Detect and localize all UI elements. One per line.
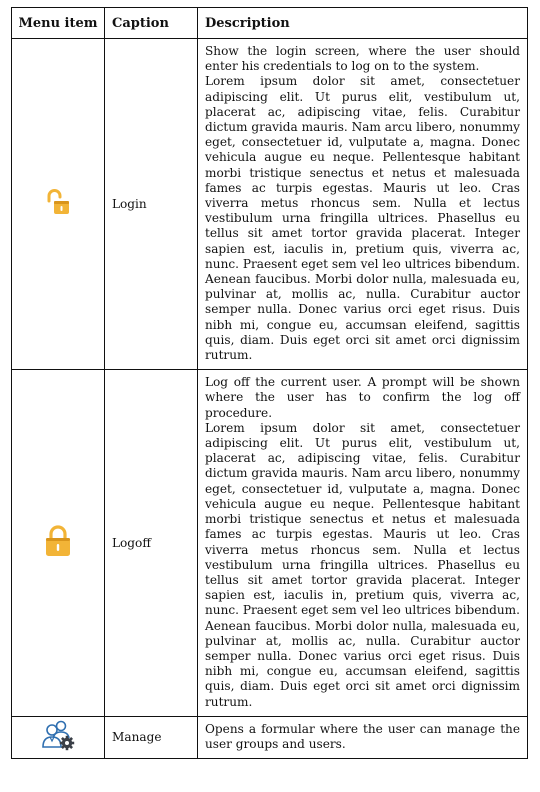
menu-item-cell	[12, 39, 105, 370]
caption-cell: Logoff	[105, 370, 198, 716]
description-intro: Opens a formular where the user can manage the user groups and users.	[205, 721, 520, 751]
unlocked-padlock-icon	[45, 188, 71, 220]
user-group-settings-icon	[41, 719, 75, 755]
caption-cell: Manage	[105, 716, 198, 758]
menu-item-cell	[12, 370, 105, 716]
description-cell	[198, 716, 528, 758]
table-header-row	[12, 8, 528, 39]
description-body: Lorem ipsum dolor sit amet, consectetuer adipiscing elit. Ut purus elit, vestibulum ut, placerat ac, adipiscing vitae, felis. Curabitur dictum gravida mauris. Nam arcu libero, nonummy eget, consectetuer id, vulputate a, magna. Donec vehicula augue eu neque. Pellentesque habitant morbi tristique senectus et netus et malesuada fames ac turpis egestas. Mauris ut leo. Cras viverra metus rhoncus sem. Nulla et lectus vestibulum urna fringilla ultrices. Phasellus eu tellus sit amet tortor gravida placerat. Integer sapien est, iaculis in, pretium quis, viverra ac, nunc. Praesent eget sem vel leo ultrices bibendum. Aenean faucibus. Morbi dolor nulla, malesuada eu, pulvinar at, mollis ac, nulla. Curabitur auctor semper nulla. Donec varius orci eget risus. Duis nibh mi, congue eu, accumsan eleifend, sagittis quis, diam. Duis eget orci sit amet orci dignissim rutrum.	[205, 420, 520, 709]
caption-header: Caption	[105, 8, 198, 39]
menu-item-cell	[12, 716, 105, 758]
locked-padlock-icon	[44, 524, 72, 562]
table-row-login	[12, 39, 528, 370]
table-row-manage	[12, 716, 528, 758]
description-cell	[198, 370, 528, 716]
menu-item-header: Menu item	[12, 8, 105, 39]
table-row-logoff	[12, 370, 528, 716]
description-cell	[198, 39, 528, 370]
description-body: Lorem ipsum dolor sit amet, consectetuer adipiscing elit. Ut purus elit, vestibulum ut, placerat ac, adipiscing vitae, felis. Curabitur dictum gravida mauris. Nam arcu libero, nonummy eget, consectetuer id, vulputate a, magna. Donec vehicula augue eu neque. Pellentesque habitant morbi tristique senectus et netus et malesuada fames ac turpis egestas. Mauris ut leo. Cras viverra metus rhoncus sem. Nulla et lectus vestibulum urna fringilla ultrices. Phasellus eu tellus sit amet tortor gravida placerat. Integer sapien est, iaculis in, pretium quis, viverra ac, nunc. Praesent eget sem vel leo ultrices bibendum. Aenean faucibus. Morbi dolor nulla, malesuada eu, pulvinar at, mollis ac, nulla. Curabitur auctor semper nulla. Donec varius orci eget risus. Duis nibh mi, congue eu, accumsan eleifend, sagittis quis, diam. Duis eget orci sit amet orci dignissim rutrum.	[205, 74, 520, 363]
menu-description-table	[11, 7, 528, 759]
description-intro: Log off the current user. A prompt will be shown where the user has to confirm the log off procedure.	[205, 375, 520, 420]
description-intro: Show the login screen, where the user should enter his credentials to log on to the system.	[205, 44, 520, 74]
caption-cell: Login	[105, 39, 198, 370]
description-header: Description	[198, 8, 528, 39]
